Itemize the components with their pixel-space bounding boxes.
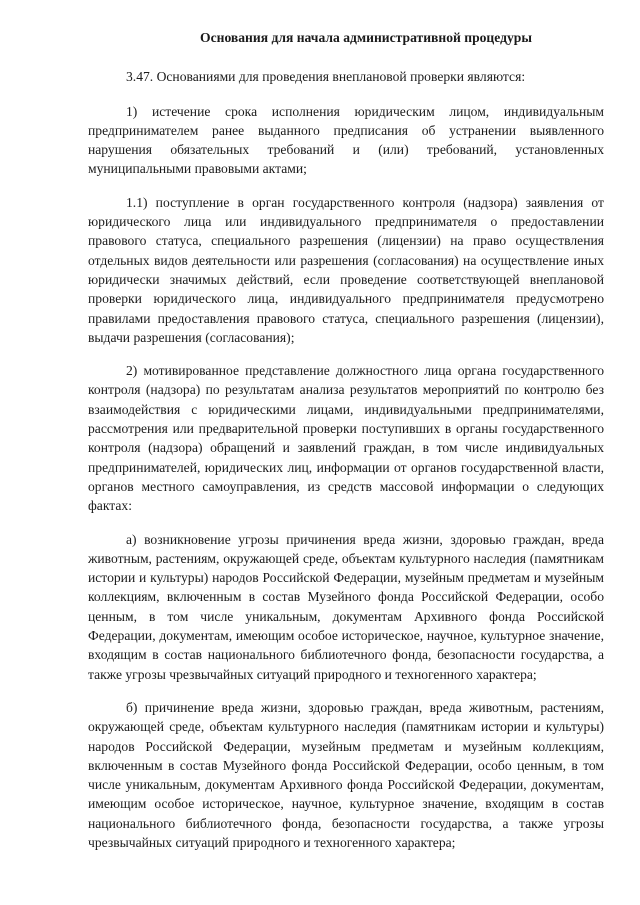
paragraph-item-1-1: 1.1) поступление в орган государственного контроля (надзора) заявления от юридического лица или индивидуального предпринимателя о предоставлении правового статуса, специального разрешения (лицензии) на право осуществления отдельных видов деятельности или разрешения (согласования) на осуществление иных юридически значимых действий, если проведение соответствующей внеплановой проверки юридического лица, индивидуального предпринимателя предусмотрено правилами предоставления правового статуса, специального разрешения (лицензии), выдачи разрешения (согласования); bbox=[88, 194, 604, 345]
paragraph-subitem-b: б) причинение вреда жизни, здоровью граждан, вреда животным, растениям, окружающей среде, объектам культурного наследия (памятникам истории и культуры) народов Российской Федерации, музейным предметам и музейным коллекциям, включенным в состав Музейного фонда Российской Федерации, особо ценным, в том числе уникальным, документам Архивного фонда Российской Федерации, документам, имеющим особое историческое, научное, культурное значение, входящим в состав национального библиотечного фонда, безопасности государства, а также угрозы чрезвычайных ситуаций природного и техногенного характера; bbox=[88, 699, 604, 850]
document-heading: Основания для начала административной процедуры bbox=[200, 30, 532, 45]
paragraph-item-1: 1) истечение срока исполнения юридическим лицом, индивидуальным предпринимателем ранее выданного предписания об устранении выявленного нарушения обязательных требований и (или) требований, установленных муниципальными правовыми актами; bbox=[88, 103, 604, 177]
document-page bbox=[88, 28, 604, 866]
paragraph-item-2: 2) мотивированное представление должностного лица органа государственного контроля (надзора) по результатам анализа результатов мероприятий по контролю без взаимодействия с юридическими лицами, индивидуальными предпринимателями, рассмотрения или предварительной проверки поступивших в органы государственного контроля (надзора) обращений и заявлений граждан, в том числе индивидуальных предпринимателей, юридических лиц, информации от органов государственной власти, органов местного самоуправления, из средств массовой информации о следующих фактах: bbox=[88, 363, 604, 514]
paragraph-subitem-a: а) возникновение угрозы причинения вреда жизни, здоровью граждан, вреда животным, растениям, окружающей среде, объектам культурного наследия (памятникам истории и культуры) народов Российской Федерации, музейным предметам и музейным коллекциям, включенным в состав Музейного фонда Российской Федерации, особо ценным, в том числе уникальным, документам Архивного фонда Российской Федерации, документам, имеющим особое историческое, научное, культурное значение, входящим в состав национального библиотечного фонда, безопасности государства, а также угрозы чрезвычайных ситуаций природного и техногенного характера; bbox=[88, 531, 604, 682]
paragraph-3-47: 3.47. Основаниями для проведения внеплановой проверки являются: bbox=[126, 69, 526, 85]
